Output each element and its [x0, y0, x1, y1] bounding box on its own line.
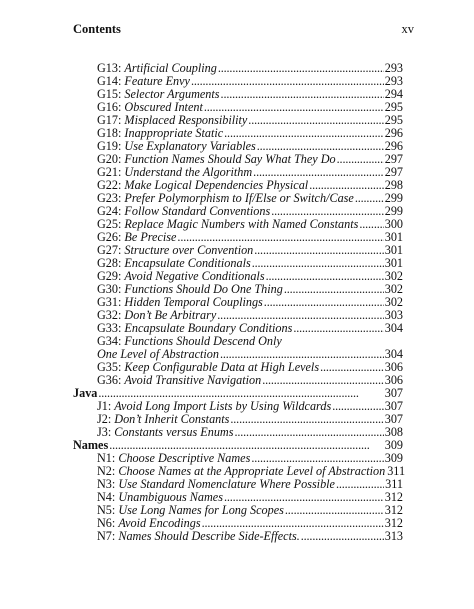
toc-entry-code: G36:: [97, 373, 122, 387]
toc-entry-code: G34:: [97, 334, 122, 348]
dot-leader: [293, 322, 383, 335]
toc-entry: [73, 374, 403, 387]
toc-entry-code: G28:: [97, 256, 122, 270]
toc-entry-code: G18:: [97, 126, 122, 140]
toc-entry-code: J3:: [97, 425, 112, 439]
toc-entry-page: 307: [384, 386, 403, 400]
toc-entry-code: G16:: [97, 100, 122, 114]
toc-entry-title: Selector Arguments: [124, 87, 220, 101]
toc-entry-code: G25:: [97, 217, 122, 231]
toc-entry-page: 297: [384, 152, 403, 166]
running-title: Contents: [73, 22, 121, 36]
toc-entry-title: Obscured Intent: [124, 100, 203, 114]
toc-entry-page: 293: [384, 61, 403, 75]
toc-entry-page: 306: [384, 360, 403, 374]
toc-entry-title: Avoid Long Import Lists by Using Wildcards: [114, 399, 332, 413]
dot-leader: [248, 114, 383, 127]
toc-entry-page: 294: [384, 87, 403, 101]
toc-entry-page: 302: [384, 282, 403, 296]
toc-entry-title: Choose Descriptive Names: [118, 451, 251, 465]
toc-entry-code: N3:: [97, 477, 116, 491]
toc-entry-code: G31:: [97, 295, 122, 309]
toc-entry-page: 295: [384, 113, 403, 127]
toc-entry-code: N4:: [97, 490, 116, 504]
toc-entry-title: Prefer Polymorphism to If/Else or Switch/Case: [124, 191, 354, 205]
toc-entry-page: 304: [384, 347, 403, 361]
toc-entry-title: Function Names Should Say What They Do: [124, 152, 336, 166]
toc-entry-title: Names: [73, 438, 109, 452]
toc-entry-page: 297: [384, 165, 403, 179]
toc-entry-title: Unambiguous Names: [118, 490, 223, 504]
toc-entry-code: G23:: [97, 191, 122, 205]
toc-entry-page: 312: [384, 503, 403, 517]
toc-entry-title: Use Standard Nomenclature Where Possible: [118, 477, 335, 491]
toc-entry-code: N2:: [97, 464, 116, 478]
toc-entry-page: 307: [384, 399, 403, 413]
toc-entry-page: 296: [384, 139, 403, 153]
toc-entry-title: Hidden Temporal Couplings: [124, 295, 263, 309]
toc-entry-title: Names Should Describe Side-Effects.: [118, 529, 300, 543]
toc-entry-page: 312: [384, 516, 403, 530]
toc-entry-page: 304: [384, 321, 403, 335]
toc-entry-code: G24:: [97, 204, 122, 218]
toc-entry-page: 313: [384, 529, 403, 543]
dot-leader: [254, 244, 383, 257]
dot-leader: [266, 270, 384, 283]
toc-entry-page: 293: [384, 74, 403, 88]
toc-entry-page: 301: [384, 230, 403, 244]
dot-leader: [284, 283, 384, 296]
toc-entry-code: G30:: [97, 282, 122, 296]
toc-entry-title: Avoid Encodings: [118, 516, 201, 530]
toc-entry-title: Be Precise: [124, 230, 177, 244]
toc-entry-code: J1:: [97, 399, 112, 413]
toc-entry-title: Feature Envy: [124, 74, 190, 88]
toc-entry-code: G33:: [97, 321, 122, 335]
toc-entry-code: G32:: [97, 308, 122, 322]
dot-leader: [234, 426, 383, 439]
toc-entry-code: N1:: [97, 451, 116, 465]
toc-entry-code: G35:: [97, 360, 122, 374]
toc-entry-code: N5:: [97, 503, 116, 517]
toc-entry-page: 295: [384, 100, 403, 114]
toc-entry-title: Avoid Transitive Navigation: [124, 373, 262, 387]
toc-entry-code: G14:: [97, 74, 122, 88]
dot-leader: [320, 361, 384, 374]
toc-entry-title: Choose Names at the Appropriate Level of Abstraction: [118, 464, 386, 478]
toc-entry-title: Java: [73, 386, 98, 400]
toc-entry-page: 300: [384, 217, 403, 231]
toc-entry-title: Avoid Negative Conditionals: [124, 269, 265, 283]
toc-entry-page: 309: [384, 451, 403, 465]
toc-entry-page: 306: [384, 373, 403, 387]
table-of-contents: [73, 61, 406, 543]
toc-entry-code: G22:: [97, 178, 122, 192]
toc-entry-code: G19:: [97, 139, 122, 153]
toc-entry-code: G15:: [97, 87, 122, 101]
toc-entry-page: 311: [387, 464, 406, 478]
toc-entry-title: Use Explanatory Variables: [124, 139, 256, 153]
toc-entry-code: G21:: [97, 165, 122, 179]
toc-entry-code: N7:: [97, 529, 116, 543]
toc-entry-page: 302: [384, 295, 403, 309]
toc-entry-page: 299: [384, 204, 403, 218]
toc-entry-code: G27:: [97, 243, 122, 257]
toc-entry-title: Artificial Coupling: [124, 61, 217, 75]
dot-leader: [337, 153, 384, 166]
toc-entry-title: Misplaced Responsibility: [124, 113, 248, 127]
dot-leader: [301, 530, 384, 543]
toc-entry-title: Follow Standard Conventions: [124, 204, 271, 218]
toc-entry-title: Replace Magic Numbers with Named Constants: [124, 217, 359, 231]
toc-entry-code: G17:: [97, 113, 122, 127]
toc-entry-page: 299: [384, 191, 403, 205]
toc-entry: [73, 426, 403, 439]
toc-entry-title: Don’t Inherit Constants: [114, 412, 230, 426]
dot-leader: [336, 478, 384, 491]
toc-entry-page: 309: [384, 438, 403, 452]
toc-entry: [73, 530, 403, 543]
toc-entry-code: G26:: [97, 230, 122, 244]
toc-entry-title: Structure over Convention: [124, 243, 254, 257]
toc-entry-title: One Level of Abstraction: [97, 347, 219, 361]
dot-leader: [218, 62, 384, 75]
toc-entry-title: Encapsulate Conditionals: [124, 256, 251, 270]
dot-leader: [332, 400, 384, 413]
toc-entry-page: 301: [384, 256, 403, 270]
dot-leader: [355, 192, 384, 205]
dot-leader: [221, 88, 384, 101]
toc-entry-page: 301: [384, 243, 403, 257]
running-header: [73, 22, 414, 38]
toc-entry-title: Constants versus Enums: [114, 425, 234, 439]
toc-entry-title: Use Long Names for Long Scopes: [118, 503, 284, 517]
toc-entry-title: Functions Should Do One Thing: [124, 282, 283, 296]
toc-entry-title: Don’t Be Arbitrary: [124, 308, 217, 322]
toc-entry-title: Make Logical Dependencies Physical: [124, 178, 309, 192]
toc-entry-page: 302: [384, 269, 403, 283]
toc-entry-code: G20:: [97, 152, 122, 166]
toc-entry-page: 308: [384, 425, 403, 439]
dot-leader: [264, 296, 384, 309]
toc-entry-title: Understand the Algorithm: [124, 165, 253, 179]
toc-entry-page: 311: [385, 477, 403, 491]
toc-entry-code: G13:: [97, 61, 122, 75]
dot-leader: [252, 257, 384, 270]
toc-entry-title: Keep Configurable Data at High Levels: [124, 360, 320, 374]
dot-leader: [285, 504, 384, 517]
page-number: xv: [401, 22, 414, 36]
toc-entry-page: 296: [384, 126, 403, 140]
toc-entry-code: N6:: [97, 516, 116, 530]
toc-entry-title: Functions Should Descend Only: [124, 334, 282, 348]
dot-leader: [230, 413, 383, 426]
dot-leader: [262, 374, 384, 387]
toc-entry-code: J2:: [97, 412, 112, 426]
toc-entry-page: 307: [384, 412, 403, 426]
toc-entry-title: Encapsulate Boundary Conditions: [124, 321, 293, 335]
toc-entry-page: 298: [384, 178, 403, 192]
toc-entry-title: Inappropriate Static: [124, 126, 224, 140]
dot-leader: [359, 218, 383, 231]
toc-entry-page: 303: [384, 308, 403, 322]
toc-entry-page: 312: [384, 490, 403, 504]
toc-entry-code: G29:: [97, 269, 122, 283]
